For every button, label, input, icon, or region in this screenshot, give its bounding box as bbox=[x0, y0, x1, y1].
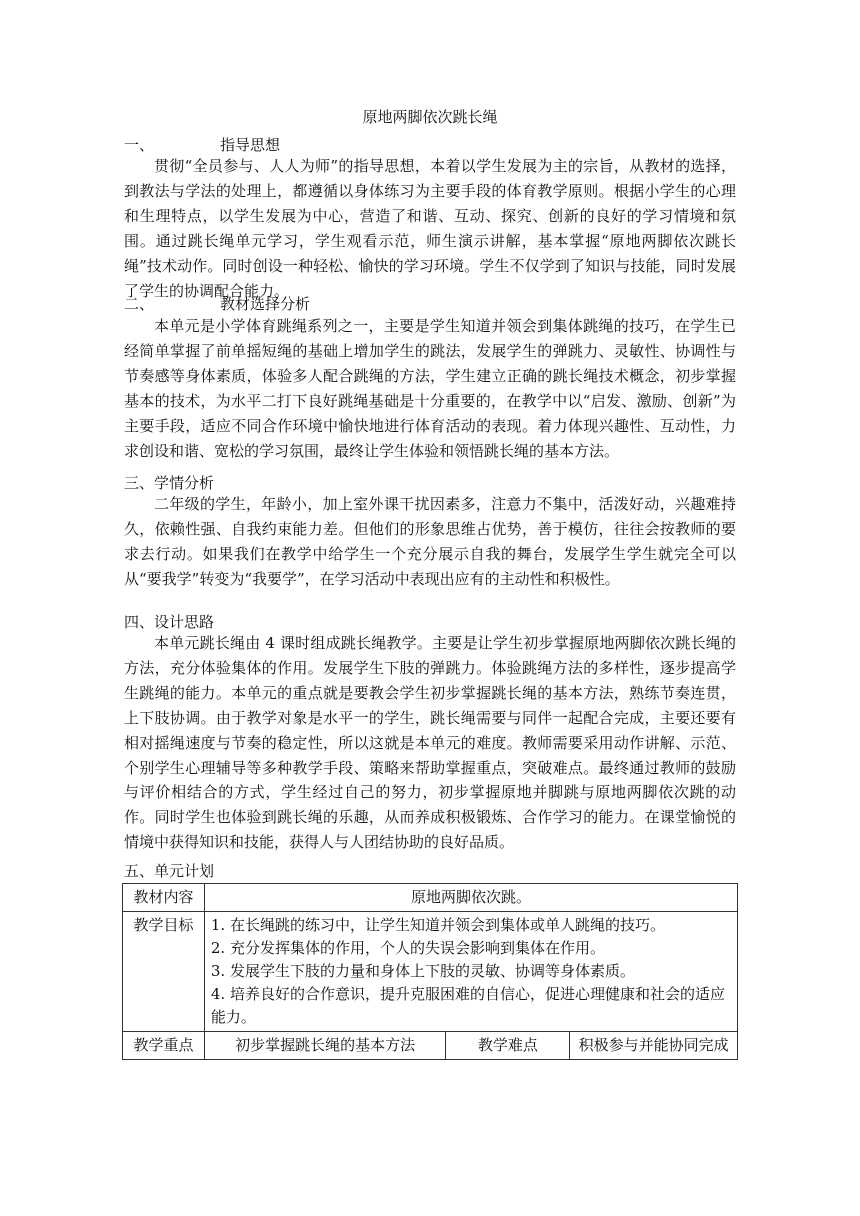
goal-item: 3. 发展学生下肢的力量和身体上下肢的灵敏、协调等身体素质。 bbox=[210, 962, 635, 980]
section-label: 指导思想 bbox=[220, 136, 281, 154]
unit-plan-table bbox=[122, 883, 738, 1060]
goal-item: 4. 培养良好的合作意识，提升克服困难的自信心，促进心理健康和社会的适应能力。 bbox=[210, 985, 725, 1026]
difficulty-label-cell: 教学难点 bbox=[446, 1032, 570, 1060]
goals-label-cell: 教学目标 bbox=[123, 912, 205, 1032]
section-label: 教材选择分析 bbox=[220, 295, 311, 313]
section-number: 二、 bbox=[124, 295, 155, 313]
goal-item: 1. 在长绳跳的练习中，让学生知道并领会到集体或单人跳绳的技巧。 bbox=[210, 916, 665, 934]
section-label: 设计思路 bbox=[154, 613, 215, 631]
section-heading-5 bbox=[124, 860, 214, 881]
section-body-3: 二年级的学生，年龄小，加上室外课干扰因素多，注意力不集中，活泼好动，兴趣难持久，依赖性强、自我约束能力差。但他们的形象思维占优势，善于模仿，往往会按教师的要求去行动。如果我们在教学中给学生一个充分展示自我的舞台，发展学生学生就完全可以从“要我学”转变为“我要学”，在学习活动中表现出应有的主动性和积极性。 bbox=[124, 495, 736, 588]
section-body-1: 贯彻“全员参与、人人为师”的指导思想，本着以学生发展为主的宗旨，从教材的选择，到教法与学法的处理上，都遵循以身体练习为主要手段的体育教学原则。根据小学生的心理和生理特点，以学生发展为中心，营造了和谐、互动、探究、创新的良好的学习情境和氛围。通过跳长绳单元学习，学生观看示范，师生演示讲解，基本掌握“原地两脚依次跳长绳”技术动作。同时创设一种轻松、愉快的学习环境。学生不仅学到了知识与技能，同时发展了学生的协调配合能力。 bbox=[124, 157, 736, 300]
table-row bbox=[123, 912, 738, 1032]
difficulty-value-cell: 积极参与并能协同完成 bbox=[570, 1032, 738, 1060]
section-heading-3 bbox=[124, 472, 214, 493]
section-heading-1 bbox=[124, 134, 280, 155]
section-number: 三、 bbox=[124, 474, 155, 492]
section-heading-4 bbox=[124, 611, 214, 632]
goal-item: 2. 充分发挥集体的作用，个人的失误会影响到集体在作用。 bbox=[210, 939, 605, 957]
section-number: 四、 bbox=[124, 613, 155, 631]
key-label-cell: 教学重点 bbox=[123, 1032, 205, 1060]
section-number: 五、 bbox=[124, 862, 155, 880]
section-label: 单元计划 bbox=[154, 862, 215, 880]
key-value-cell: 初步掌握跳长绳的基本方法 bbox=[204, 1032, 446, 1060]
table-row bbox=[123, 884, 738, 912]
table-row bbox=[123, 1032, 738, 1060]
goals-cell bbox=[204, 912, 737, 1032]
section-number: 一、 bbox=[124, 136, 155, 154]
content-label-cell: 教材内容 bbox=[123, 884, 205, 912]
section-heading-2 bbox=[124, 293, 310, 314]
content-value-cell: 原地两脚依次跳。 bbox=[204, 884, 737, 912]
document-title: 原地两脚依次跳长绳 bbox=[362, 108, 498, 126]
section-label: 学情分析 bbox=[154, 474, 215, 492]
section-body-4: 本单元跳长绳由 4 课时组成跳长绳教学。主要是让学生初步掌握原地两脚依次跳长绳的方法，充分体验集体的作用。发展学生下肢的弹跳力。体验跳绳方法的多样性，逐步提高学生跳绳的能力。本单元的重点就是要教会学生初步掌握跳长绳的基本方法，熟练节奏连贯，上下肢协调。由于教学对象是水平一的学生，跳长绳需要与同伴一起配合完成，主要还要有相对摇绳速度与节奏的稳定性，所以这就是本单元的难度。教师需要采用动作讲解、示范、个别学生心理辅导等多种教学手段、策略来帮助掌握重点，突破难点。最终通过教师的鼓励与评价相结合的方式，学生经过自己的努力，初步掌握原地并脚跳与原地两脚依次跳的动作。同时学生也体验到跳长绳的乐趣，从而养成积极锻炼、合作学习的能力。在课堂愉悦的情境中获得知识和技能，获得人与人团结协助的良好品质。 bbox=[124, 634, 736, 852]
section-body-2: 本单元是小学体育跳绳系列之一，主要是学生知道并领会到集体跳绳的技巧，在学生已经简单掌握了前单摇短绳的基础上增加学生的跳法，发展学生的弹跳力、灵敏性、协调性与节奏感等身体素质，体验多人配合跳绳的方法，学生建立正确的跳长绳技术概念，初步掌握基本的技术，为水平二打下良好跳绳基础是十分重要的，在教学中以“启发、激励、创新”为主要手段，适应不同合作环境中愉快地进行体育活动的表现。着力体现兴趣性、互动性，力求创设和谐、宽松的学习氛围，最终让学生体验和领悟跳长绳的基本方法。 bbox=[124, 317, 736, 460]
